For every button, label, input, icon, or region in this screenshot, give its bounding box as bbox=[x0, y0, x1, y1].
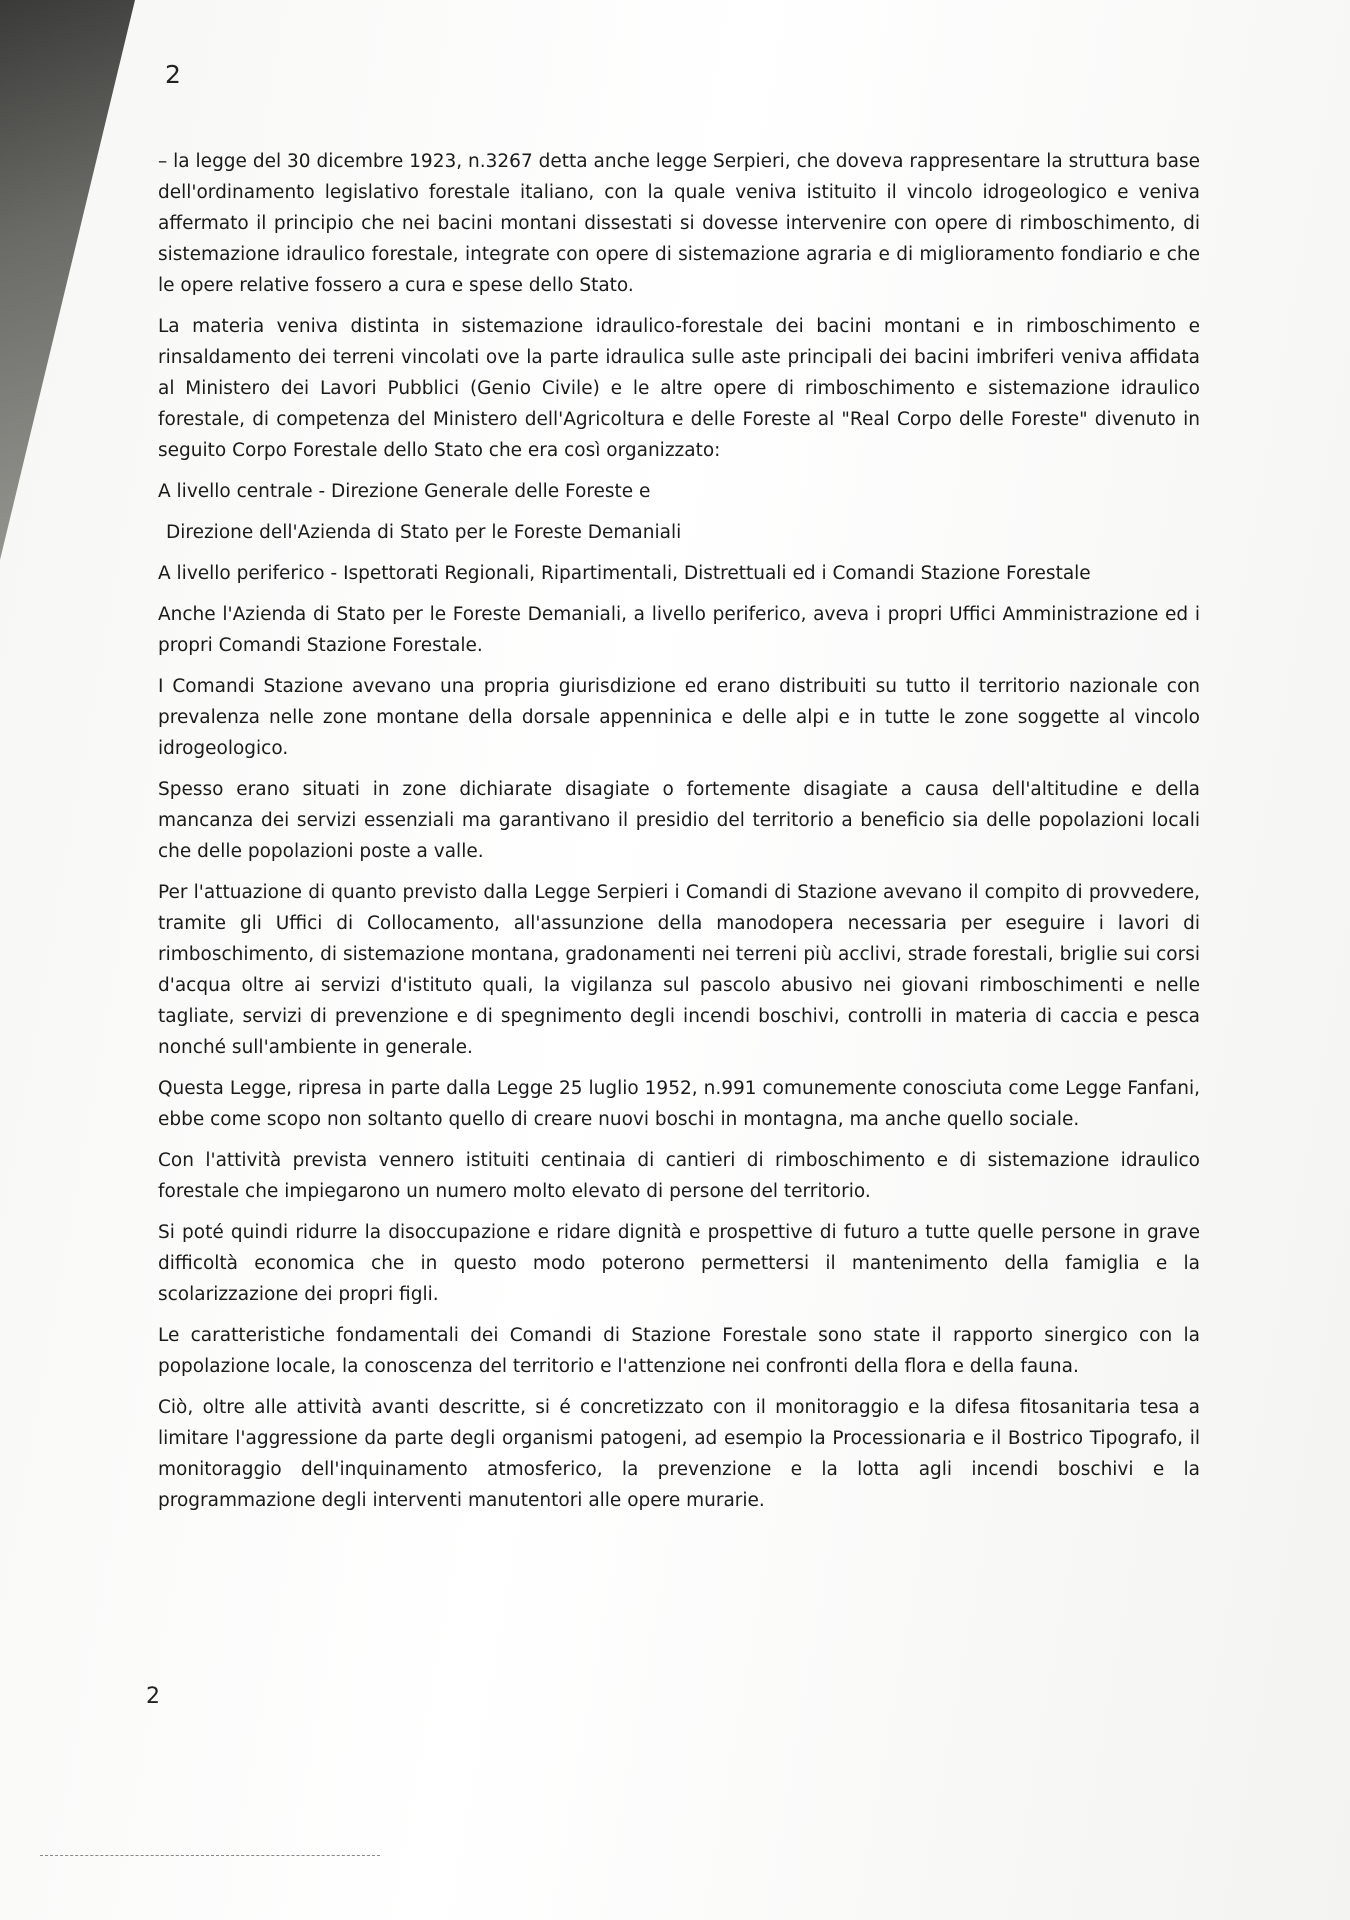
paragraph: I Comandi Stazione avevano una propria giurisdizione ed erano distribuiti su tutto il territorio nazionale con prevalenza nelle zone montane della dorsale appenninica e delle alpi e in tutte le zone soggette al vincolo idrogeologico. bbox=[158, 676, 1200, 759]
footer-divider bbox=[40, 1855, 380, 1856]
paragraph: Anche l'Azienda di Stato per le Foreste Demaniali, a livello periferico, aveva i propri Uffici Amministrazione ed i propri Comandi Stazione Forestale. bbox=[158, 604, 1200, 656]
paragraph: Si poté quindi ridurre la disoccupazione e ridare dignità e prospettive di futuro a tutte quelle persone in grave difficoltà economica che in questo modo poterono permettersi il mantenimento della famiglia e la scolarizzazione dei propri figli. bbox=[158, 1222, 1200, 1305]
paragraph: Spesso erano situati in zone dichiarate disagiate o fortemente disagiate a causa dell'altitudine e della mancanza dei servizi essenziali ma garantivano il presidio del territorio a beneficio sia delle popolazioni locali che delle popolazioni poste a valle. bbox=[158, 779, 1200, 862]
paragraph: Ciò, oltre alle attività avanti descritte, si é concretizzato con il monitoraggio e la difesa fitosanitaria tesa a limitare l'aggressione da parte degli organismi patogeni, ad esempio la Processionaria e il Bostrico Tipografo, il monitoraggio dell'inquinamento atmosferico, la prevenzione e la lotta agli incendi boschivi e la programmazione degli interventi manutentori alle opere murarie. bbox=[158, 1397, 1200, 1511]
paragraph: Le caratteristiche fondamentali dei Comandi di Stazione Forestale sono state il rapporto sinergico con la popolazione locale, la conoscenza del territorio e l'attenzione nei confronti della flora e della fauna. bbox=[158, 1325, 1200, 1377]
paragraph: A livello periferico - Ispettorati Regionali, Ripartimentali, Distrettuali ed i Comandi Stazione Forestale bbox=[158, 563, 1091, 584]
paragraph: Direzione dell'Azienda di Stato per le Foreste Demaniali bbox=[166, 522, 682, 543]
paragraph: – la legge del 30 dicembre 1923, n.3267 detta anche legge Serpieri, che doveva rappresentare la struttura base dell'ordinamento legislativo forestale italiano, con la quale veniva istituito il vincolo idrogeologico e veniva affermato il principio che nei bacini montani dissestati si dovesse intervenire con opere di rimboschimento, di sistemazione idraulico forestale, integrate con opere di sistemazione agraria e di miglioramento fondiario e che le opere relative fossero a cura e spese dello Stato. bbox=[158, 151, 1200, 296]
document-body bbox=[158, 146, 1200, 1526]
paragraph: La materia veniva distinta in sistemazione idraulico-forestale dei bacini montani e in rimboschimento e rinsaldamento dei terreni vincolati ove la parte idraulica sulle aste principali dei bacini imbriferi veniva affidata al Ministero dei Lavori Pubblici (Genio Civile) e le altre opere di rimboschimento e sistemazione idraulico forestale, di competenza del Ministero dell'Agricoltura e delle Foreste al "Real Corpo delle Foreste" divenuto in seguito Corpo Forestale dello Stato che era così organizzato: bbox=[158, 316, 1200, 461]
paragraph: Questa Legge, ripresa in parte dalla Legge 25 luglio 1952, n.991 comunemente conosciuta come Legge Fanfani, ebbe come scopo non soltanto quello di creare nuovi boschi in montagna, ma anche quello sociale. bbox=[158, 1078, 1200, 1130]
paragraph: Con l'attività prevista vennero istituiti centinaia di cantieri di rimboschimento e di sistemazione idraulico forestale che impiegarono un numero molto elevato di persone del territorio. bbox=[158, 1150, 1200, 1202]
page-number: 2 bbox=[165, 60, 181, 89]
page-corner-shadow bbox=[0, 0, 135, 560]
footer-page-number: 2 bbox=[146, 1684, 160, 1709]
paragraph: A livello centrale - Direzione Generale delle Foreste e bbox=[158, 481, 651, 502]
paragraph: Per l'attuazione di quanto previsto dalla Legge Serpieri i Comandi di Stazione avevano il compito di provvedere, tramite gli Uffici di Collocamento, all'assunzione della manodopera necessaria per eseguire i lavori di rimboschimento, di sistemazione montana, gradonamenti nei terreni più acclivi, strade forestali, briglie sui corsi d'acqua oltre ai servizi d'istituto quali, la vigilanza sul pascolo abusivo nei giovani rimboschimenti e nelle tagliate, servizi di prevenzione e di spegnimento degli incendi boschivi, controlli in materia di caccia e pesca nonché sull'ambiente in generale. bbox=[158, 882, 1200, 1058]
